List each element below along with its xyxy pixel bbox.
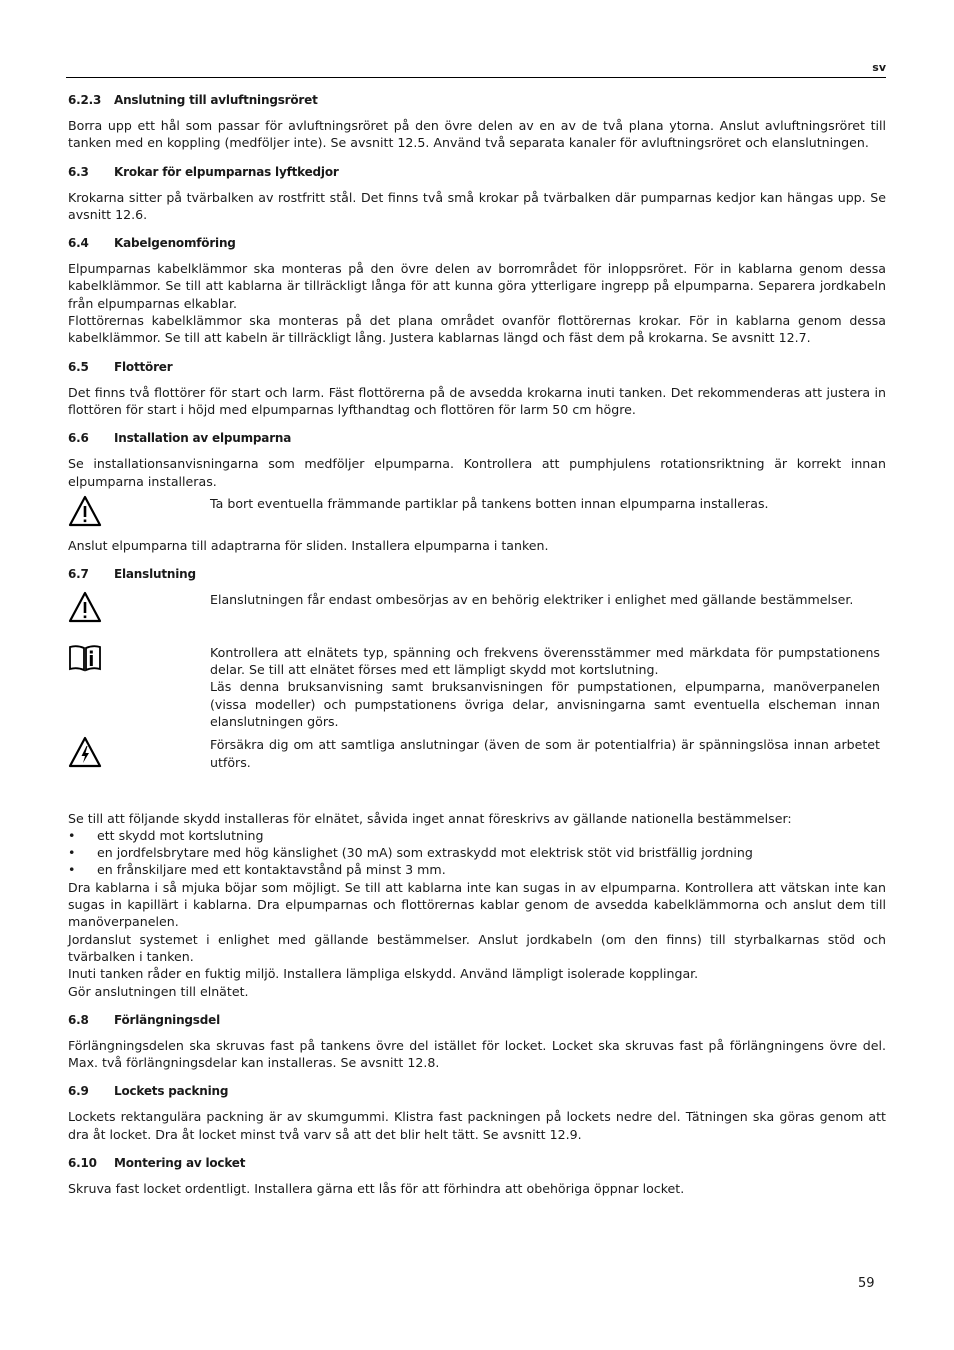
paragraph: Jordanslut systemet i enlighet med gällande bestämmelser. Anslut jordkabeln (om den finns) till styrbalkarnas stöd och tvärbalken i tanken. (68, 931, 886, 964)
manual-book-icon (68, 644, 210, 676)
section-number: 6.4 (68, 236, 89, 251)
info-paragraph: Kontrollera att elnätets typ, spänning och frekvens överensstämmer med märkdata för pumpstationens delar. Se till att elnätet förses med ett lämpligt skydd mot kortslutning. (210, 644, 880, 678)
section-heading (68, 1012, 886, 1028)
paragraph: Gör anslutningen till elnätet. (68, 983, 249, 999)
section-title: Anslutning till avluftningsröret (114, 93, 318, 107)
section-heading (68, 1083, 886, 1099)
page-number: 59 (858, 1276, 875, 1291)
page-content (68, 92, 886, 1209)
list-item: • en frånskiljare med ett kontaktavstånd på minst 3 mm. (68, 861, 886, 878)
warning-triangle-icon (68, 495, 210, 531)
section-title: Elanslutning (114, 567, 196, 582)
section-number: 6.6 (68, 431, 89, 446)
warning-text: Ta bort eventuella främmande partiklar på tankens botten innan elpumparna installeras. (210, 495, 769, 511)
paragraph: Se till att följande skydd installeras för elnätet, såvida inget annat föreskrivs av gällande nationella bestämmelser: (68, 810, 792, 826)
section-title: Krokar för elpumparnas lyftkedjor (114, 164, 339, 179)
list-item: • ett skydd mot kortslutning (68, 827, 886, 844)
warning-notice (68, 591, 886, 627)
info-text (210, 644, 886, 730)
section-title: Förlängningsdel (114, 1012, 220, 1027)
paragraph: Det finns två flottörer för start och larm. Fäst flottörerna på de avsedda krokarna inuti tanken. Det rekommenderas att justera in flottören för start i höjd med elpumparnas lyfthandtag och flottören för larm 50 cm högre. (68, 384, 886, 417)
section-number: 6.7 (68, 567, 89, 582)
paragraph: Inuti tanken råder en fuktig miljö. Installera lämpliga elskydd. Använd lämpligt isolerade kopplingar. (68, 966, 699, 982)
section-number: 6.5 (68, 359, 89, 374)
paragraph: Elpumparnas kabelklämmor ska monteras på den övre delen av borrområdet för inloppsröret. För in kablarna genom dessa kabelklämmor. Se till att kablarna är tillräckligt långa för att kunna göra ytterligare ingrepp på elpumparna. Separera jordkabeln från elpumparnas elkablar. (68, 261, 886, 311)
paragraph: Förlängningsdelen ska skruvas fast på tankens övre del istället för locket. Locket ska skruvas fast på förlängningens övre del. Max. två förlängningsdelar kan installeras. Se avsnitt 12.8. (68, 1037, 886, 1071)
section-number: 6.9 (68, 1084, 89, 1099)
paragraph: Se installationsanvisningarna som medföljer elpumparna. Kontrollera att pumphjulens rotationsriktning är korrekt innan elpumparna installeras. (68, 456, 886, 489)
header-rule (66, 77, 886, 78)
section-title: Installation av elpumparna (114, 431, 292, 446)
section-6-10 (68, 1155, 886, 1197)
protection-list (68, 827, 886, 879)
section-title: Lockets packning (114, 1084, 229, 1099)
list-item: • en jordfelsbrytare med hög känslighet (30 mA) som extraskydd mot elektrisk stöt vid bristfällig jordning (68, 844, 886, 861)
electric-warning-text: Försäkra dig om att samtliga anslutningar (även de som är potentialfria) är spänningslösa innan arbetet utförs. (210, 737, 880, 770)
info-notice (68, 644, 886, 730)
section-6-7 (68, 566, 886, 999)
paragraph: Skruva fast locket ordentligt. Installera gärna ett lås för att förhindra att obehöriga öppnar locket. (68, 1180, 685, 1196)
warning-text: Elanslutningen får endast ombesörjas av en behörig elektriker i enlighet med gällande bestämmelser. (210, 592, 854, 608)
paragraph: Borra upp ett hål som passar för avluftningsröret på den övre delen av en av de två plana ytorna. Anslut avluftningsröret till tanken med en koppling (medföljer inte). Se avsnitt 12.5. Använd två separata kanaler för avluftningsröret och elanslutningen. (68, 118, 886, 151)
section-number: 6.8 (68, 1012, 89, 1027)
section-heading (68, 92, 886, 108)
section-heading (68, 235, 886, 251)
section-6-3 (68, 164, 886, 224)
section-6-2-3 (68, 92, 886, 152)
electric-warning-notice (68, 736, 886, 772)
section-heading (68, 359, 886, 375)
section-heading (68, 566, 886, 582)
paragraph: Flottörernas kabelklämmor ska monteras på det plana området ovanför flottörernas krokar. För in kablarna genom dessa kabelklämmor. Se till att kabeln är tillräckligt lång. Justera kablarnas längd och fäst dem på krokarna. Se avsnitt 12.7. (68, 313, 886, 346)
section-6-9 (68, 1083, 886, 1143)
paragraph: Anslut elpumparna till adaptrarna för sliden. Installera elpumparna i tanken. (68, 538, 549, 554)
section-number: 6.10 (68, 1155, 97, 1170)
section-heading (68, 430, 886, 446)
section-heading (68, 164, 886, 180)
section-6-8 (68, 1012, 886, 1072)
electric-hazard-icon (68, 736, 210, 772)
language-code: sv (872, 61, 886, 74)
section-title: Kabelgenomföring (114, 236, 236, 251)
section-6-4 (68, 235, 886, 346)
section-number: 6.3 (68, 164, 89, 179)
section-6-5 (68, 359, 886, 419)
warning-triangle-icon (68, 591, 210, 627)
section-heading (68, 1155, 886, 1171)
warning-notice (68, 495, 886, 531)
paragraph: Lockets rektangulära packning är av skumgummi. Klistra fast packningen på lockets nedre del. Tätningen ska göras genom att dra åt locket. Dra åt locket minst två varv så att det blir helt tätt. Se avsnitt 12.9. (68, 1109, 886, 1142)
section-number: 6.2.3 (68, 93, 102, 107)
paragraph: Krokarna sitter på tvärbalken av rostfritt stål. Det finns två små krokar på tvärbalken där pumparnas kedjor kan hängas upp. Se avsnitt 12.6. (68, 189, 886, 222)
section-title: Montering av locket (114, 1155, 246, 1170)
section-title: Flottörer (114, 359, 173, 374)
paragraph: Dra kablarna i så mjuka böjar som möjligt. Se till att kablarna inte kan sugas in av elpumparna. Kontrollera att vätskan inte kan sugas in kapillärt i kablarna. Dra elpumparnas och flottörernas kablar genom de avsedda kabelklämmorna och anslut dem till manöverpanelen. (68, 879, 886, 930)
info-paragraph: Läs denna bruksanvisning samt bruksanvisningen för pumpstationen, elpumparna, manöverpanelen (vissa modeller) och pumpstationens övriga delar, anvisningarna samt eventuella elscheman innan elanslutningen görs. (210, 679, 880, 729)
section-6-6 (68, 430, 886, 554)
